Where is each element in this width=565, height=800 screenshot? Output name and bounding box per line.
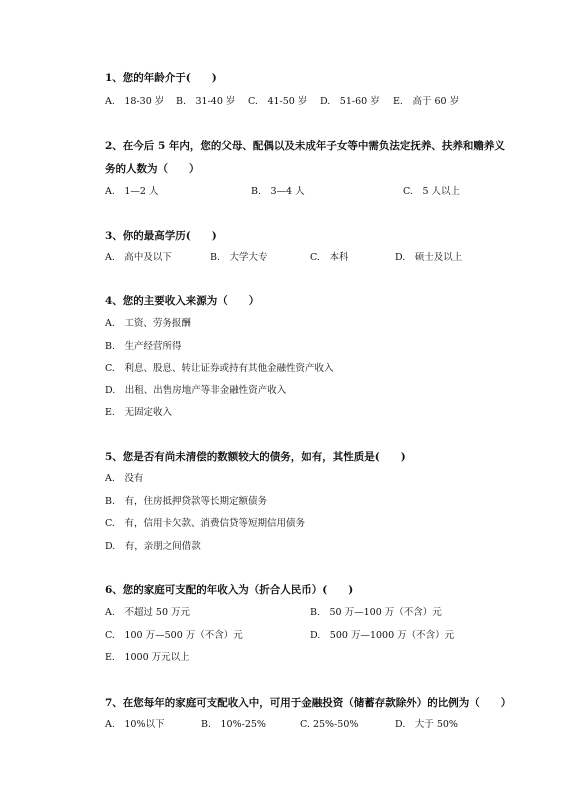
question-2-title-line-1: 2、在今后 5 年内，您的父母、配偶以及未成年子女等中需负法定抚养、扶养和赡养义 bbox=[105, 140, 505, 152]
question-3-option-a[interactable]: A. 高中及以下 bbox=[105, 252, 172, 263]
question-2-option-b[interactable]: B. 3—4 人 bbox=[251, 186, 305, 197]
question-2-option-a[interactable]: A. 1—2 人 bbox=[105, 186, 159, 197]
question-1-title: 1、您的年龄介于( ) bbox=[105, 72, 217, 84]
question-3-option-b[interactable]: B. 大学大专 bbox=[210, 252, 268, 263]
question-6-option-e[interactable]: E. 1000 万元以上 bbox=[105, 652, 190, 663]
question-7-title: 7、在您每年的家庭可支配收入中，可用于金融投资（储蓄存款除外）的比例为（ ） bbox=[105, 697, 512, 709]
question-4-title: 4、您的主要收入来源为（ ） bbox=[105, 295, 260, 307]
question-5-option-c[interactable]: C. 有，信用卡欠款、消费信贷等短期信用债务 bbox=[105, 518, 305, 529]
question-4-option-b[interactable]: B. 生产经营所得 bbox=[105, 341, 182, 352]
question-4-option-c[interactable]: C. 利息、股息、转让证券或持有其他金融性资产收入 bbox=[105, 363, 334, 374]
question-4-option-a[interactable]: A. 工资、劳务报酬 bbox=[105, 318, 191, 329]
question-6-option-a[interactable]: A. 不超过 50 万元 bbox=[105, 607, 191, 618]
question-2-option-c[interactable]: C. 5 人以上 bbox=[403, 186, 461, 197]
question-3-option-c[interactable]: C. 本科 bbox=[310, 252, 349, 263]
question-1-option-a[interactable]: A. 18-30 岁 bbox=[105, 96, 165, 107]
question-4-option-d[interactable]: D. 出租、出售房地产等非金融性资产收入 bbox=[105, 385, 287, 396]
question-1-option-d[interactable]: D. 51-60 岁 bbox=[320, 96, 380, 107]
question-7-option-b[interactable]: B. 10%-25% bbox=[201, 719, 266, 730]
question-1-option-b[interactable]: B. 31-40 岁 bbox=[176, 96, 236, 107]
question-5-option-d[interactable]: D. 有，亲朋之间借款 bbox=[105, 541, 201, 552]
question-3-title: 3、你的最高学历( ) bbox=[105, 230, 217, 242]
question-6-title: 6、您的家庭可支配的年收入为（折合人民币）( ) bbox=[105, 584, 354, 596]
question-6-option-c[interactable]: C. 100 万—500 万（不含）元 bbox=[105, 630, 243, 641]
question-6-option-d[interactable]: D. 500 万—1000 万（不含）元 bbox=[310, 630, 455, 641]
question-3-option-d[interactable]: D. 硕士及以上 bbox=[395, 252, 463, 263]
question-1-option-c[interactable]: C. 41-50 岁 bbox=[248, 96, 308, 107]
question-7-option-d[interactable]: D. 大于 50% bbox=[395, 719, 458, 730]
question-4-option-e[interactable]: E. 无固定收入 bbox=[105, 407, 172, 418]
question-7-option-a[interactable]: A. 10%以下 bbox=[105, 719, 165, 730]
question-2-title-line-2: 务的人数为（ ） bbox=[105, 163, 200, 175]
question-5-title: 5、您是否有尚未清偿的数额较大的债务，如有，其性质是( ) bbox=[105, 451, 406, 463]
question-5-option-a[interactable]: A. 没有 bbox=[105, 473, 144, 484]
question-6-option-b[interactable]: B. 50 万—100 万（不含）元 bbox=[310, 607, 442, 618]
question-1-option-e[interactable]: E. 高于 60 岁 bbox=[393, 96, 460, 107]
question-7-option-c[interactable]: C. 25%-50% bbox=[300, 719, 359, 730]
question-5-option-b[interactable]: B. 有，住房抵押贷款等长期定额债务 bbox=[105, 496, 268, 507]
